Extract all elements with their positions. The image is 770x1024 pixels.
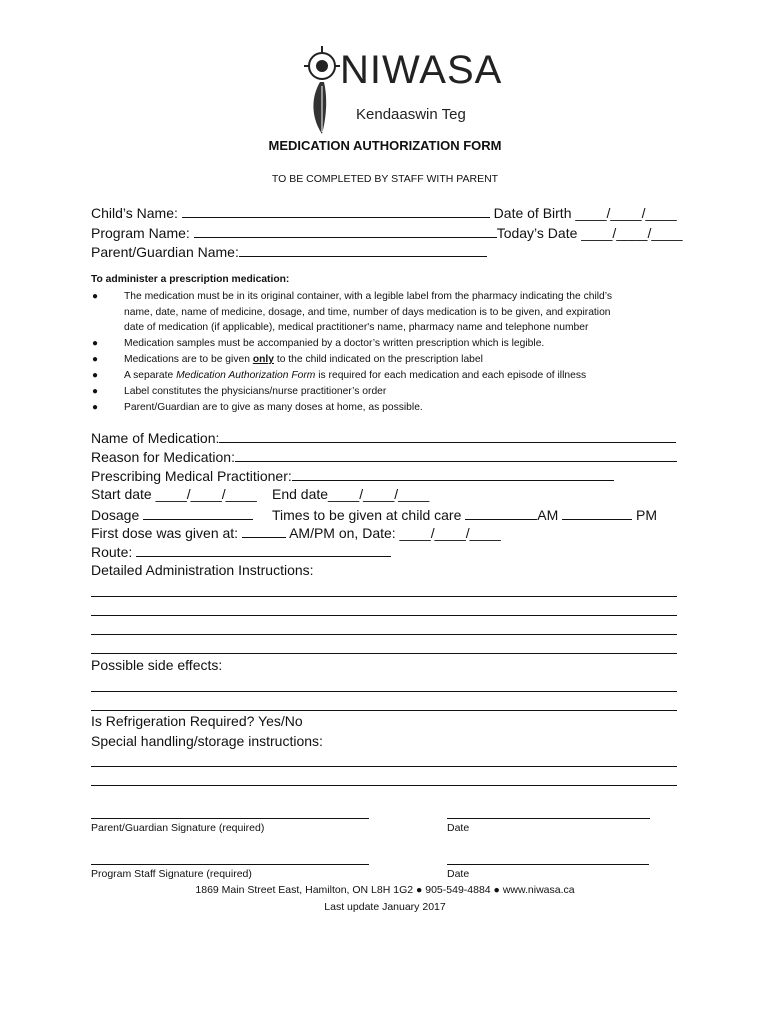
side-effects-line-2[interactable] — [91, 710, 677, 711]
am-label: AM — [537, 507, 559, 523]
instructions-line-4[interactable] — [91, 653, 677, 654]
child-name-field[interactable] — [182, 204, 490, 218]
dob-label: Date of Birth — [493, 205, 572, 221]
end-date-field[interactable]: End date____/____/____ — [272, 486, 430, 502]
staff-signature-label: Program Staff Signature (required) — [91, 868, 252, 880]
program-name-field[interactable] — [194, 224, 497, 238]
rule-separate-part1: A separate — [124, 370, 174, 381]
rule-original-container-cont2: date of medication (if applicable), medical practitioner's name, pharmacy name and telephone number — [124, 322, 589, 333]
refrigeration-question[interactable]: Is Refrigeration Required? Yes/No — [91, 713, 303, 729]
times-row — [272, 506, 657, 523]
rule-samples: Medication samples must be accompanied by a doctor’s written prescription which is legible. — [124, 338, 545, 349]
prescription-heading: To administer a prescription medication: — [91, 274, 290, 285]
rule-only-child-part1: Medications are to be given — [124, 354, 250, 365]
storage-label: Special handling/storage instructions: — [91, 733, 323, 749]
am-time-field[interactable] — [465, 506, 537, 520]
start-date-field[interactable]: Start date ____/____/____ — [91, 486, 257, 502]
bullet-icon: ● — [92, 338, 99, 349]
first-dose-row — [91, 524, 501, 541]
bullet-icon: ● — [92, 402, 99, 413]
prescriber-row — [91, 467, 614, 484]
logo-wordmark: NIWASA — [340, 48, 503, 92]
todays-date-field[interactable]: ____/____/____ — [581, 225, 683, 241]
bullet-icon: ● — [92, 291, 99, 302]
parent-name-label: Parent/Guardian Name: — [91, 244, 239, 260]
reason-field[interactable] — [235, 448, 677, 462]
medication-name-row — [91, 429, 676, 446]
parent-name-field[interactable] — [239, 243, 487, 257]
route-label: Route: — [91, 544, 133, 560]
reason-row — [91, 448, 677, 465]
rule-separate-part2: is required for each medication and each episode of illness — [318, 370, 587, 381]
dosage-row — [91, 506, 253, 523]
dob-field[interactable]: ____/____/____ — [575, 205, 677, 221]
rule-doses-home: Parent/Guardian are to give as many doses at home, as possible. — [124, 402, 423, 413]
staff-signature-line[interactable] — [91, 864, 369, 865]
parent-signature-date-line[interactable] — [447, 818, 650, 819]
rule-separate-form-name: Medication Authorization Form — [176, 370, 316, 381]
rule-original-container-cont1: name, date, name of medicine, dosage, and time, number of days medication is to be given, and expiration — [124, 307, 611, 318]
bullet-icon: ● — [92, 354, 99, 365]
niwasa-logo — [300, 44, 503, 136]
dreamcatcher-feather-icon — [300, 44, 344, 136]
bullet-icon: ● — [92, 386, 99, 397]
program-name-row — [91, 224, 683, 241]
route-field[interactable] — [136, 543, 391, 557]
storage-line-2[interactable] — [91, 785, 677, 786]
staff-date-label: Date — [447, 868, 470, 880]
pm-label: PM — [636, 507, 658, 523]
rule-only-child-part2: to the child indicated on the prescription label — [276, 354, 483, 365]
rule-original-container: The medication must be in its original container, with a legible label from the pharmacy indicating the child’s — [124, 291, 613, 302]
instructions-line-3[interactable] — [91, 634, 677, 635]
staff-signature-date-line[interactable] — [447, 864, 649, 865]
medication-name-field[interactable] — [219, 429, 676, 443]
rule-label-order: Label constitutes the physicians/nurse practitioner’s order — [124, 386, 387, 397]
storage-line-1[interactable] — [91, 766, 677, 767]
footer-updated: Last update January 2017 — [324, 901, 446, 913]
rule-only-child — [124, 354, 483, 365]
prescriber-field[interactable] — [292, 467, 614, 481]
instructions-line-2[interactable] — [91, 615, 677, 616]
times-label: Times to be given at child care — [272, 507, 462, 523]
footer-address: 1869 Main Street East, Hamilton, ON L8H 1G2 ● 905-549-4884 ● www.niwasa.ca — [195, 884, 575, 896]
first-dose-label: First dose was given at: — [91, 525, 239, 541]
form-title: MEDICATION AUTHORIZATION FORM — [268, 138, 502, 153]
medication-name-label: Name of Medication: — [91, 430, 220, 446]
first-dose-date-field[interactable]: AM/PM on, Date: ____/____/____ — [289, 525, 501, 541]
dosage-label: Dosage — [91, 507, 140, 523]
reason-label: Reason for Medication: — [91, 449, 235, 465]
instructions-label: Detailed Administration Instructions: — [91, 562, 314, 578]
route-row — [91, 543, 391, 560]
first-dose-time-field[interactable] — [242, 524, 286, 538]
dosage-field[interactable] — [143, 506, 253, 520]
side-effects-label: Possible side effects: — [91, 657, 223, 673]
parent-date-label: Date — [447, 822, 470, 834]
prescriber-label: Prescribing Medical Practitioner: — [91, 468, 292, 484]
form-subtitle: TO BE COMPLETED BY STAFF WITH PARENT — [271, 173, 499, 185]
instructions-line-1[interactable] — [91, 596, 677, 597]
parent-name-row — [91, 243, 487, 260]
program-name-label: Program Name: — [91, 225, 190, 241]
parent-signature-label: Parent/Guardian Signature (required) — [91, 822, 265, 834]
rule-only-emphasis: only — [252, 354, 274, 365]
parent-signature-line[interactable] — [91, 818, 369, 819]
logo-subtitle: Kendaaswin Teg — [356, 106, 466, 123]
pm-time-field[interactable] — [562, 506, 632, 520]
child-name-row — [91, 204, 677, 221]
todays-date-label: Today’s Date — [496, 225, 578, 241]
rule-separate-form — [124, 370, 586, 381]
bullet-icon: ● — [92, 370, 99, 381]
side-effects-line-1[interactable] — [91, 691, 677, 692]
child-name-label: Child’s Name: — [91, 205, 178, 221]
